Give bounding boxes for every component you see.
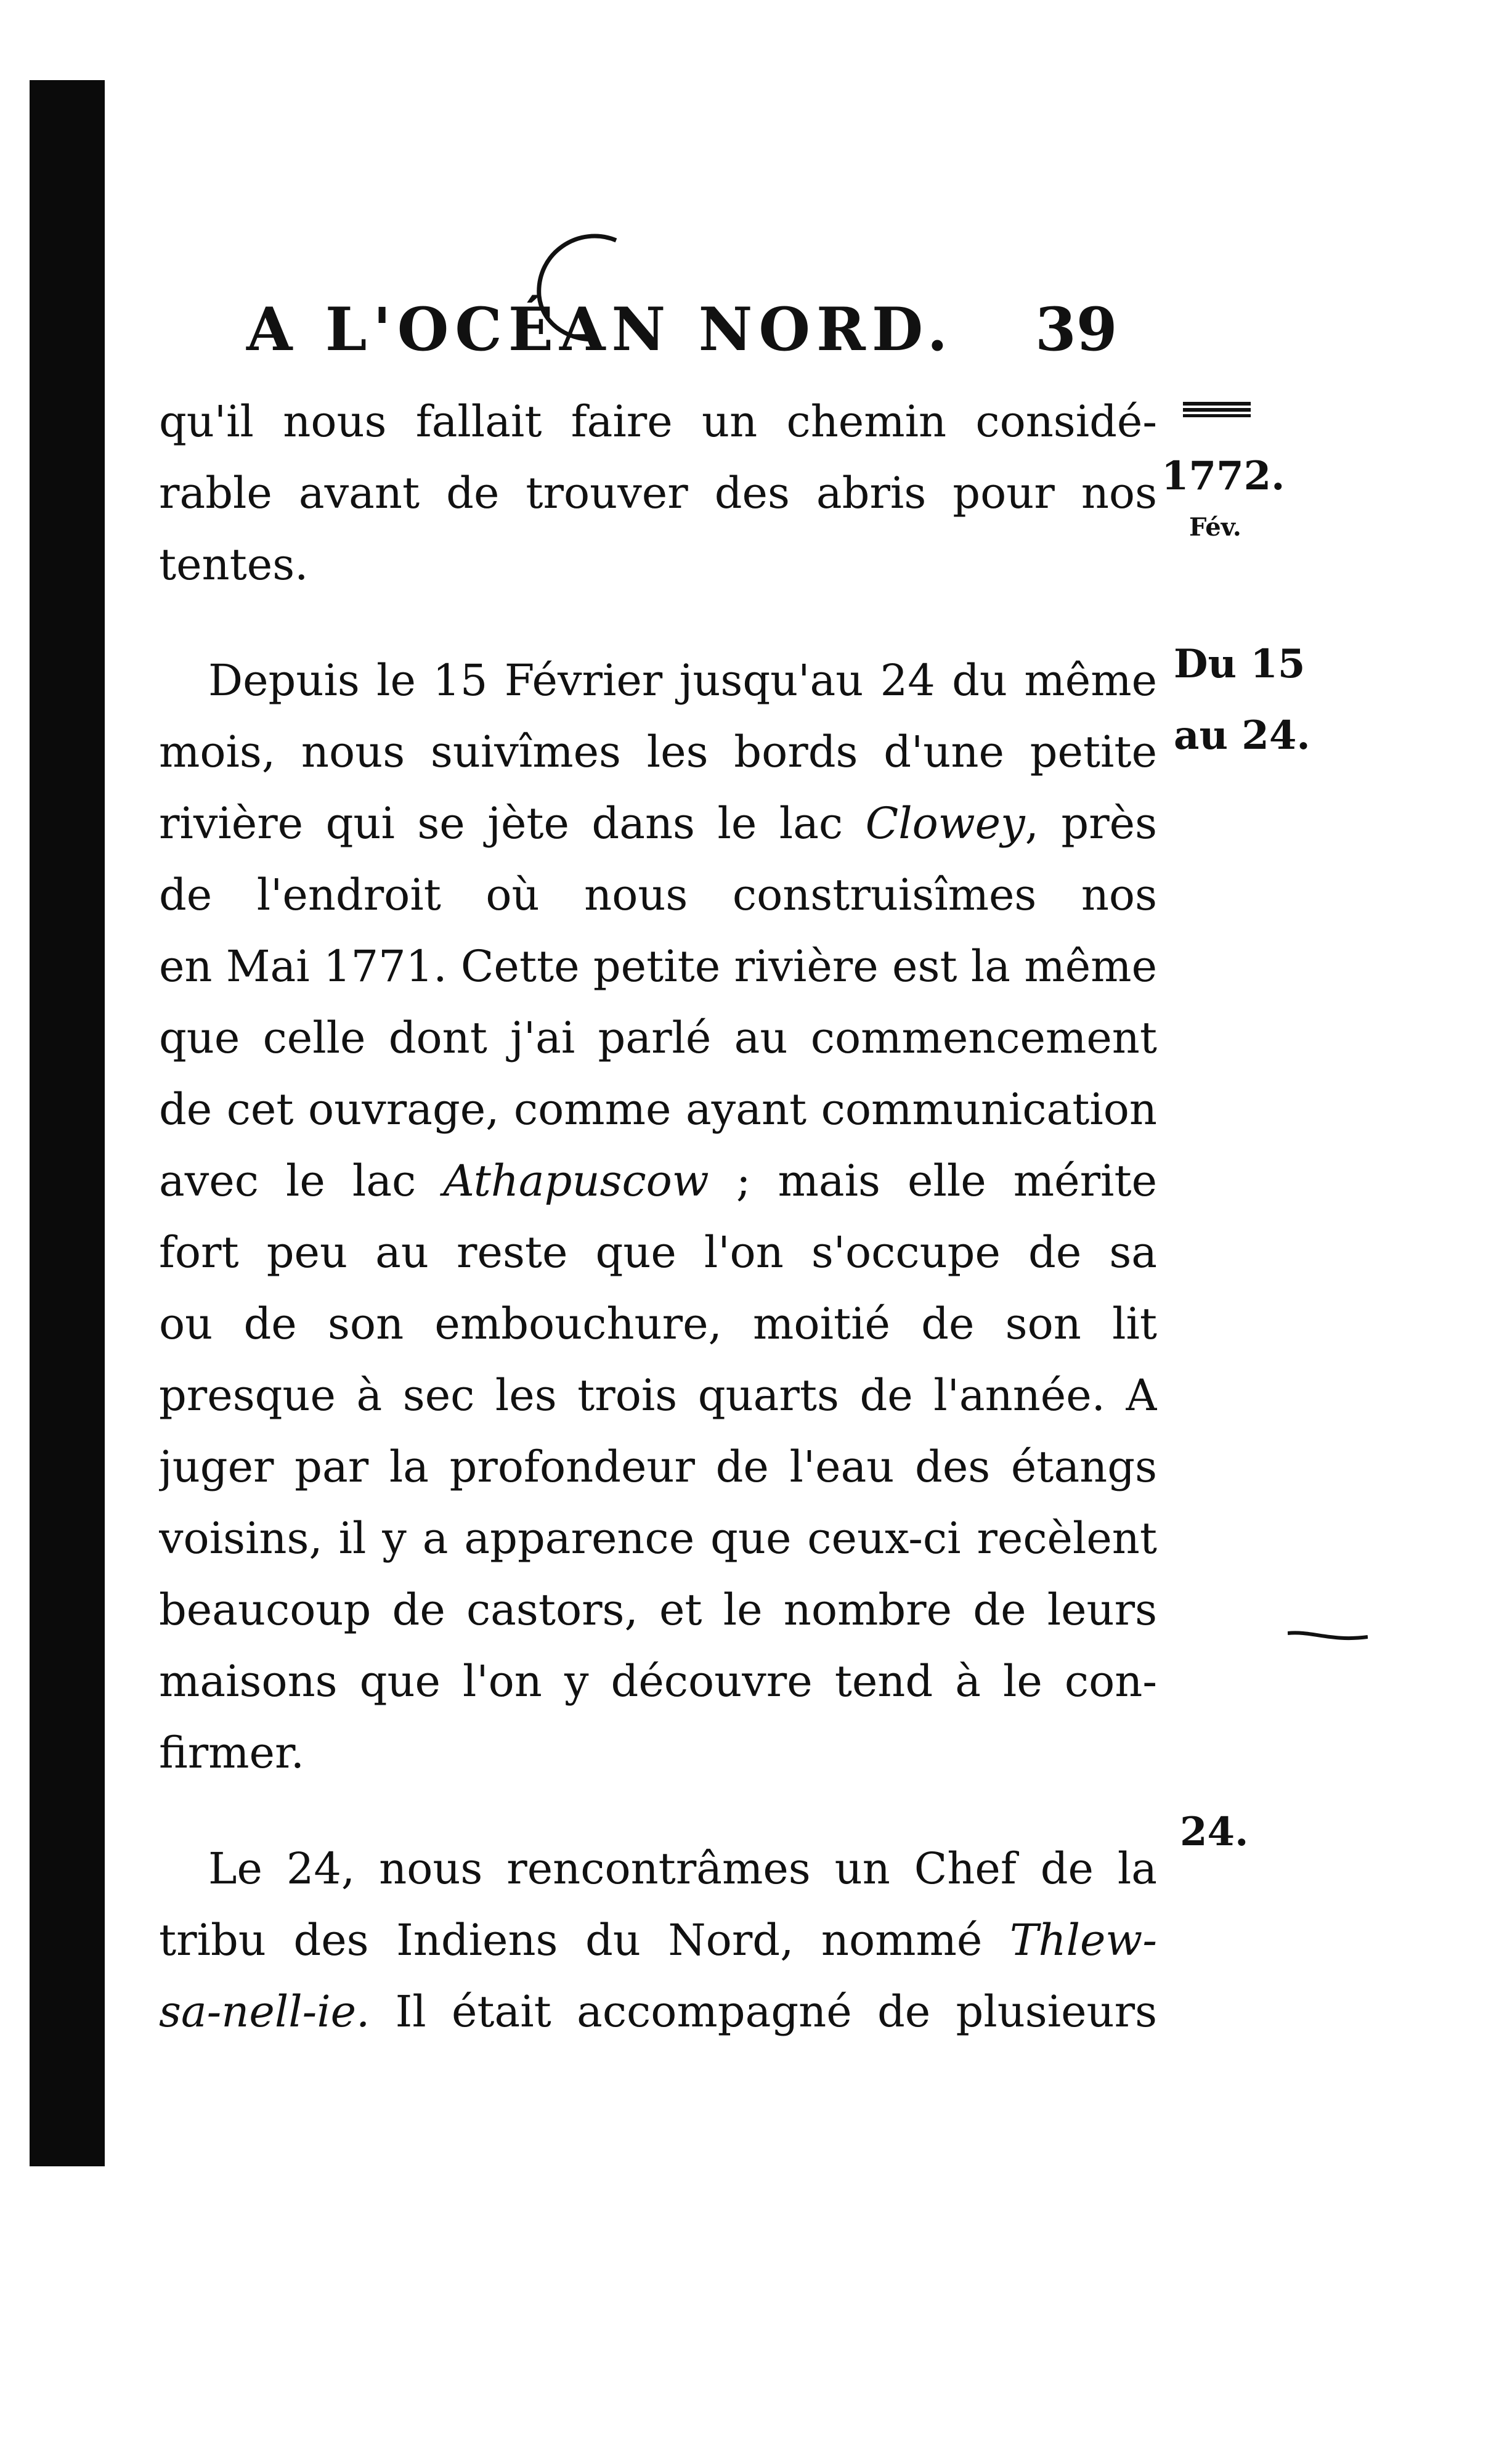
- margin-ink-stroke: [1288, 1627, 1368, 1646]
- text-line: presque à sec les trois quarts de l'année. A: [159, 1370, 1157, 1421]
- text-line: avec le lac Athapuscow ; mais elle mérite: [159, 1156, 1157, 1206]
- text-line: en Mai 1771. Cette petite rivière est la même: [159, 941, 1157, 992]
- margin-date-range-start: Du 15: [1174, 641, 1306, 687]
- text-line: sa-nell-ie. Il était accompagné de plusieurs: [159, 1986, 1157, 2037]
- text-line: que celle dont j'ai parlé au commencement: [159, 1013, 1157, 1063]
- text-line: firmer.: [159, 1728, 304, 1778]
- running-title: A L'OCÉAN NORD.: [246, 295, 954, 364]
- text-line: Depuis le 15 Février jusqu'au 24 du même: [208, 655, 1157, 706]
- person-name-part2: sa-nell-ie.: [159, 1986, 370, 2037]
- text-line: qu'il nous fallait faire un chemin considé-: [159, 396, 1157, 447]
- text-line: tentes.: [159, 539, 309, 590]
- margin-year: 1772.: [1161, 453, 1285, 499]
- margin-date-range-end: au 24.: [1174, 712, 1310, 759]
- margin-day: 24.: [1180, 1809, 1249, 1855]
- place-name-clowey: Clowey: [865, 798, 1025, 849]
- body-text: [159, 386, 1157, 2047]
- margin-month: Fév.: [1189, 513, 1241, 542]
- text-line: de cet ouvrage, comme ayant communication: [159, 1084, 1157, 1135]
- text-line: maisons que l'on y découvre tend à le con-: [159, 1656, 1157, 1707]
- person-name-part1: Thlew-: [1009, 1915, 1157, 1965]
- text-line: de l'endroit où nous construisîmes nos: [159, 870, 1157, 920]
- text-line: mois, nous suivîmes les bords d'une petite: [159, 727, 1157, 777]
- page-binding-edge: [30, 80, 105, 2166]
- text-line: voisins, il y a apparence que ceux-ci recèlent: [159, 1513, 1157, 1564]
- text-line: fort peu au reste que l'on s'occupe de sa: [159, 1227, 1157, 1278]
- place-name-athapuscow: Athapuscow: [443, 1156, 709, 1206]
- text-line: rable avant de trouver des abris pour nos: [159, 468, 1157, 518]
- text-line: rivière qui se jète dans le lac Clowey, près: [159, 798, 1157, 849]
- text-line: beaucoup de castors, et le nombre de leurs: [159, 1585, 1157, 1635]
- text-line: Le 24, nous rencontrâmes un Chef de la: [208, 1843, 1157, 1894]
- text-line: tribu des Indiens du Nord, nommé Thlew-: [159, 1915, 1157, 1965]
- text-line: ou de son embouchure, moitié de son lit: [159, 1299, 1157, 1349]
- margin-rule-mark: [1183, 401, 1251, 419]
- running-header: [246, 295, 1158, 381]
- text-line: juger par la profondeur de l'eau des étangs: [159, 1442, 1157, 1492]
- page-number: 39: [1035, 295, 1118, 364]
